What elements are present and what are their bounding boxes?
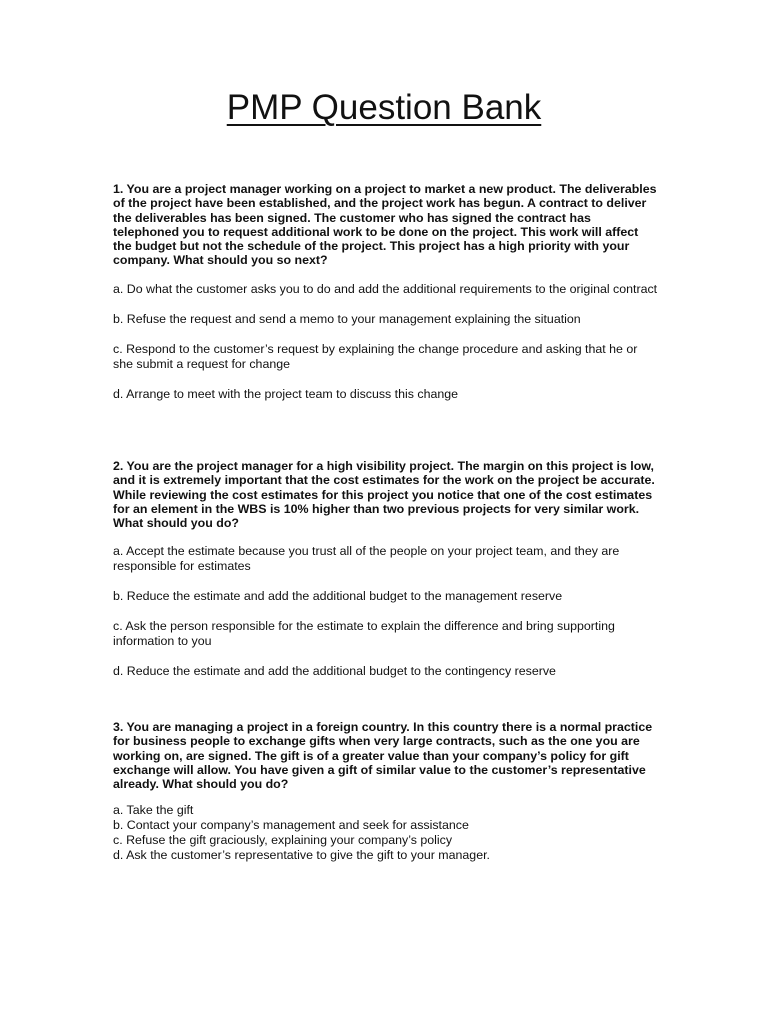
option-d: d. Arrange to meet with the project team to discuss this change: [113, 386, 459, 401]
option-b: b. Contact your company’s management and seek for assistance: [113, 818, 469, 833]
page-title: PMP Question Bank: [226, 88, 542, 127]
question-2: [113, 459, 659, 679]
option-b: b. Reduce the estimate and add the additional budget to the management reserve: [113, 589, 563, 604]
question-text: 2. You are the project manager for a high visibility project. The margin on this project is low, and it is extremely important that the cost estimates for the work on the project be accurate. While reviewing the cost estimates for this project you notice that one of the cost estimates for an element in the WBS is 10% higher than two previous projects for very similar work. What should you do?: [113, 459, 655, 531]
option-d: d. Ask the customer’s representative to give the gift to your manager.: [113, 847, 490, 862]
option-c: c. Refuse the gift graciously, explaining your company’s policy: [113, 832, 453, 847]
question-text: 3. You are managing a project in a foreign country. In this country there is a normal practice for business people to exchange gifts when very large contracts, such as the one you are working on, are signed. The gift is of a greater value than your company’s policy for gift exchange will allow. You have given a gift of similar value to the customer’s representative already. What should you do?: [113, 720, 653, 792]
question-text: 1. You are a project manager working on a project to market a new product. The deliverables of the project have been established, and the project work has begun. A contract to deliver the deliverables has been signed. The customer who has signed the contract has telephoned you to request additional work to be done on the project. This work will affect the budget but not the schedule of the project. This project has a high priority with your company. What should you so next?: [113, 182, 657, 268]
option-b: b. Refuse the request and send a memo to your management explaining the situation: [113, 311, 581, 326]
answer-options: [113, 544, 659, 679]
option-a: a. Do what the customer asks you to do and add the additional requirements to the original contract: [113, 281, 658, 296]
question-1: [113, 182, 659, 402]
option-a: a. Take the gift: [113, 803, 194, 818]
option-d: d. Reduce the estimate and add the additional budget to the contingency reserve: [113, 664, 556, 679]
option-a: a. Accept the estimate because you trust all of the people on your project team, and they are responsible for estimates: [113, 544, 620, 574]
answer-options: [113, 282, 659, 402]
answer-options: [113, 803, 659, 862]
option-c: c. Ask the person responsible for the estimate to explain the difference and bring supporting information to you: [113, 619, 615, 649]
question-3: [113, 720, 659, 862]
option-c: c. Respond to the customer’s request by explaining the change procedure and asking that he or she submit a request for change: [113, 341, 638, 371]
